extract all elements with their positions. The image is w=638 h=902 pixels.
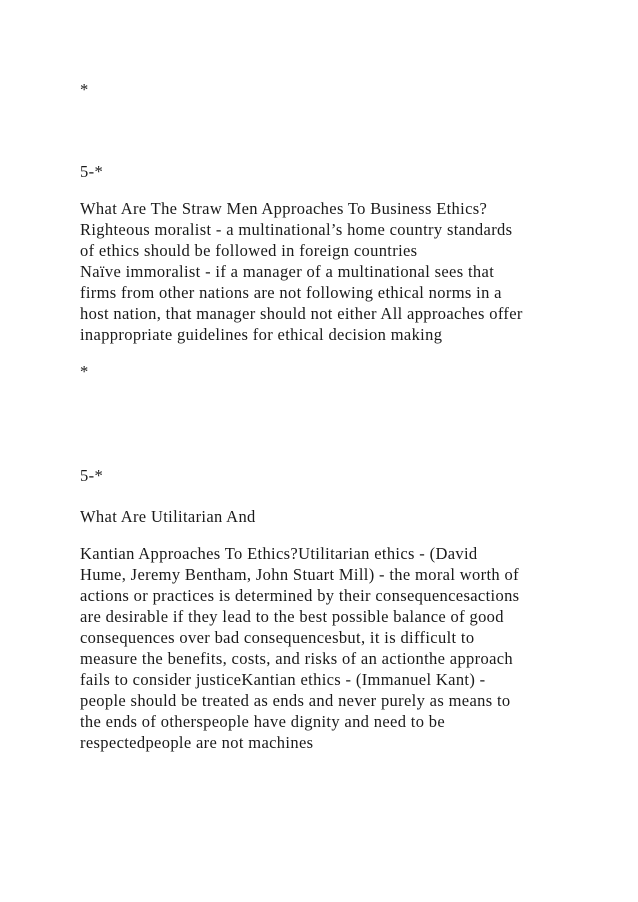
body-text-line: host nation, that manager should not either All approaches offer — [80, 304, 523, 323]
slide-number: 5-* — [80, 466, 104, 485]
body-text-line: Hume, Jeremy Bentham, John Stuart Mill) - the moral worth of — [80, 565, 519, 584]
slide-number: 5-* — [80, 162, 104, 181]
body-text-line: Naïve immoralist - if a manager of a multinational sees that — [80, 262, 495, 281]
body-text-line: Kantian Approaches To Ethics?Utilitarian ethics - (David — [80, 544, 478, 563]
body-text-line: the ends of otherspeople have dignity and need to be — [80, 712, 446, 731]
body-text-line: consequences over bad consequencesbut, it is difficult to — [80, 628, 475, 647]
section-heading: What Are Utilitarian And — [80, 507, 256, 526]
body-text-line: fails to consider justiceKantian ethics - (Immanuel Kant) - — [80, 670, 486, 689]
body-text-line: firms from other nations are not following ethical norms in a — [80, 283, 502, 302]
slide-separator-asterisk: * — [80, 80, 89, 99]
body-text-line: respectedpeople are not machines — [80, 733, 314, 752]
body-text-line: of ethics should be followed in foreign countries — [80, 241, 418, 260]
body-text-line: actions or practices is determined by their consequencesactions — [80, 586, 520, 605]
body-text-line: people should be treated as ends and never purely as means to — [80, 691, 511, 710]
slide-separator-asterisk: * — [80, 362, 89, 381]
body-text-line: inappropriate guidelines for ethical decision making — [80, 325, 443, 344]
body-text-line: are desirable if they lead to the best possible balance of good — [80, 607, 504, 626]
section-heading: What Are The Straw Men Approaches To Business Ethics? — [80, 199, 488, 218]
body-text-line: Righteous moralist - a multinational’s home country standards — [80, 220, 513, 239]
body-text-line: measure the benefits, costs, and risks of an actionthe approach — [80, 649, 514, 668]
